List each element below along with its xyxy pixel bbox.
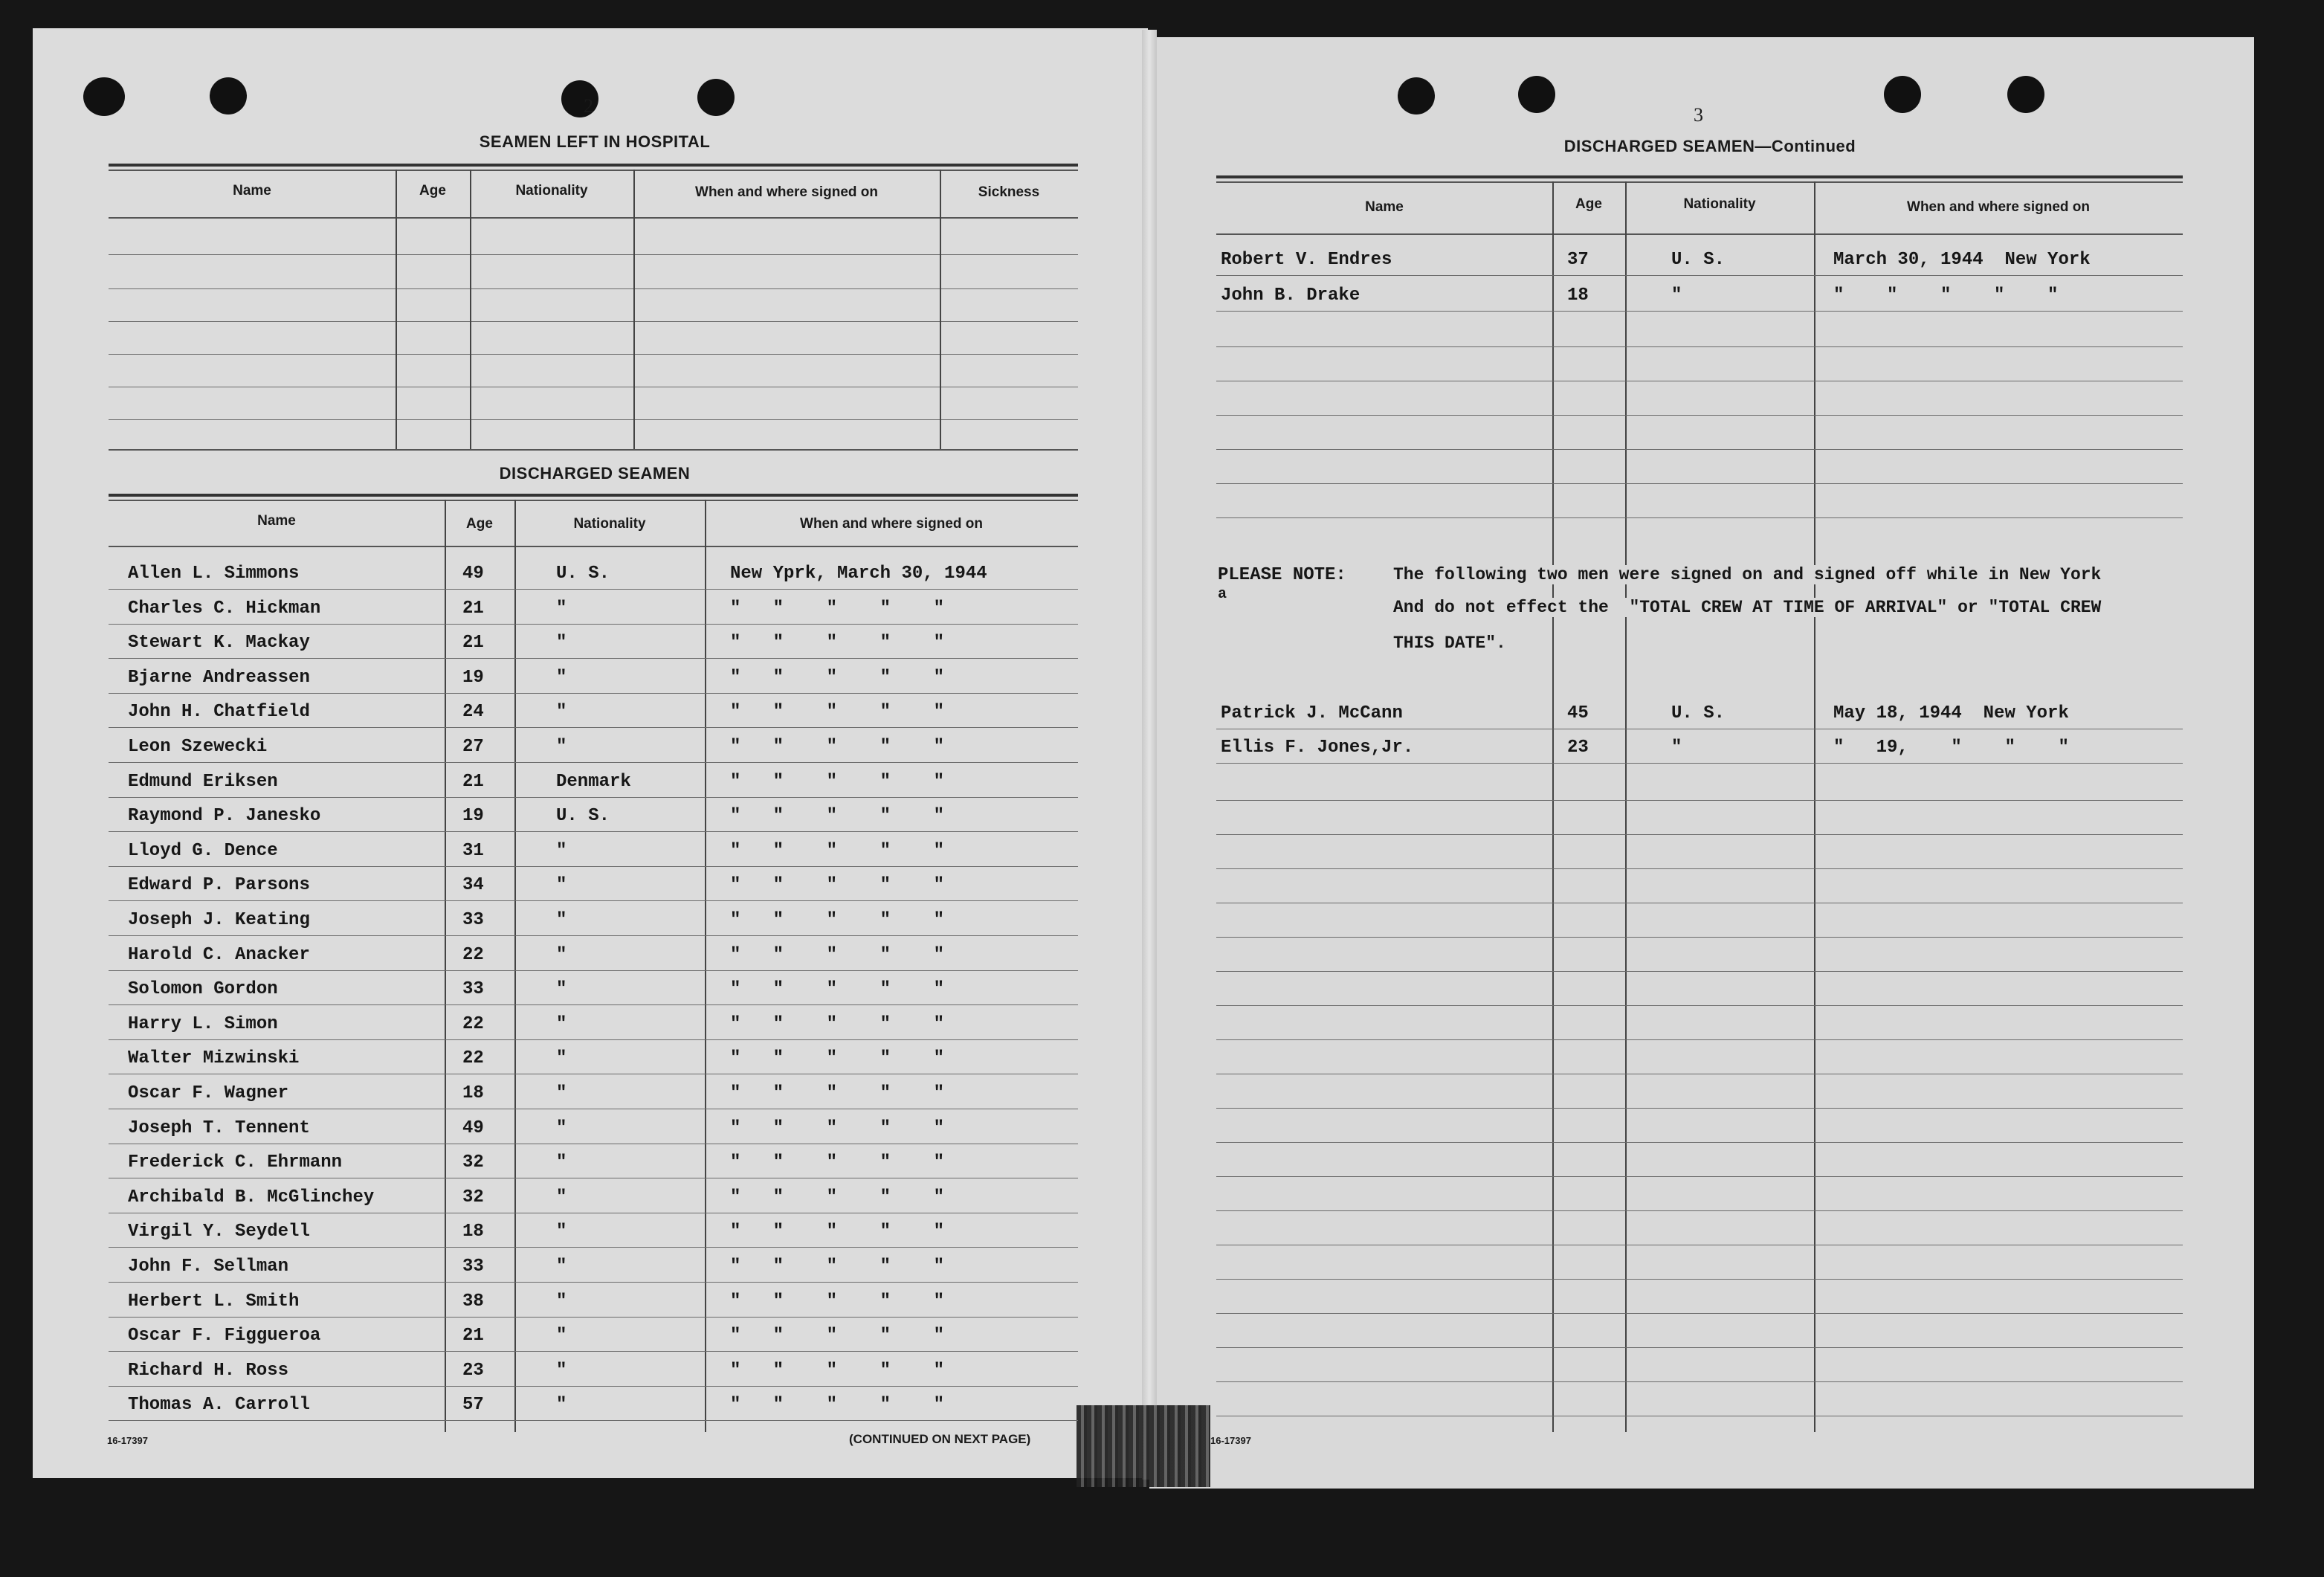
seaman-name: Joseph J. Keating: [128, 910, 310, 930]
table-row: [109, 941, 1078, 975]
table-row: [109, 1079, 1078, 1113]
seaman-signed-on: " " " " ": [730, 633, 945, 654]
seaman-nationality: ": [556, 1152, 567, 1173]
seaman-name: Herbert L. Smith: [128, 1291, 300, 1312]
table-row: [109, 1114, 1078, 1148]
table-row: [1216, 699, 2183, 733]
seaman-signed-on: " " " " ": [730, 806, 945, 827]
seaman-nationality: ": [556, 1326, 567, 1347]
table-row: [109, 559, 1078, 593]
page-number: 2: [584, 95, 593, 117]
seaman-name: Oscar F. Wagner: [128, 1083, 289, 1103]
seaman-signed-on: " " " " ": [730, 1013, 945, 1034]
seaman-age: 34: [462, 875, 484, 896]
seaman-signed-on: " " " " ": [730, 1118, 945, 1138]
hospital-section-title: SEAMEN LEFT IN HOSPITAL: [479, 132, 711, 151]
table-row: [109, 836, 1078, 871]
seaman-age: 22: [462, 1013, 484, 1034]
seaman-age: 21: [462, 771, 484, 792]
seaman-name: Oscar F. Figgueroa: [128, 1326, 321, 1347]
table-row: [109, 1287, 1078, 1321]
table-row: [109, 1390, 1078, 1425]
seaman-nationality: ": [556, 840, 567, 861]
seaman-name: Stewart K. Mackay: [128, 633, 310, 654]
seaman-signed-on: " " " " ": [730, 667, 945, 688]
seaman-name: Harold C. Anacker: [128, 944, 310, 965]
seaman-age: 45: [1567, 703, 1589, 723]
seaman-nationality: ": [556, 1118, 567, 1138]
table-row: [109, 906, 1078, 940]
seaman-name: Charles C. Hickman: [128, 598, 321, 619]
discharged-table: [109, 494, 1078, 1432]
note-marker: a: [1218, 586, 1227, 603]
punch-hole: [83, 77, 125, 116]
discharged-continued-title: DISCHARGED SEAMEN—Continued: [1563, 137, 1856, 155]
seaman-age: 18: [1567, 286, 1589, 306]
seaman-age: 21: [462, 1326, 484, 1347]
seaman-age: 49: [462, 564, 484, 584]
seaman-nationality: U. S.: [556, 806, 610, 827]
seaman-age: 18: [462, 1222, 484, 1242]
seaman-nationality: ": [1671, 738, 1682, 758]
page-number: 3: [1694, 104, 1703, 126]
table-row: [109, 1148, 1078, 1182]
seaman-signed-on: " 19, " " ": [1833, 738, 2069, 758]
seaman-name: Virgil Y. Seydell: [128, 1222, 310, 1242]
seaman-age: 33: [462, 979, 484, 1000]
punch-hole: [1884, 76, 1921, 113]
seaman-name: Lloyd G. Dence: [128, 840, 278, 861]
table-row: [109, 767, 1078, 802]
note-line-3: THIS DATE".: [1393, 633, 1506, 653]
binding-smudge: [1077, 1405, 1210, 1487]
seaman-age: 57: [462, 1395, 484, 1416]
column-header-nationality: Nationality: [573, 516, 646, 532]
seaman-nationality: ": [556, 1395, 567, 1416]
seaman-age: 23: [462, 1360, 484, 1381]
seaman-signed-on: " " " " ": [730, 1395, 945, 1416]
seaman-signed-on: " " " " ": [730, 1360, 945, 1381]
seaman-signed-on: " " " " ": [730, 875, 945, 896]
seaman-signed-on: " " " " ": [730, 944, 945, 965]
table-row: [1216, 245, 2183, 280]
table-row: [109, 1356, 1078, 1390]
punch-hole: [210, 77, 247, 115]
seaman-signed-on: " " " " ": [730, 702, 945, 723]
seaman-name: Edward P. Parsons: [128, 875, 310, 896]
seaman-name: Archibald B. McGlinchey: [128, 1187, 375, 1207]
seaman-age: 21: [462, 633, 484, 654]
column-header-signed-on: When and where signed on: [695, 184, 878, 200]
table-row: [109, 594, 1078, 628]
column-header-name: Name: [233, 183, 271, 199]
seaman-name: Leon Szewecki: [128, 737, 268, 757]
seaman-nationality: ": [556, 702, 567, 723]
form-code: 16-17397: [107, 1435, 148, 1446]
seaman-signed-on: " " " " ": [730, 1257, 945, 1277]
table-row: [1216, 733, 2183, 767]
seaman-signed-on: " " " " ": [730, 598, 945, 619]
table-row: [109, 697, 1078, 732]
seaman-age: 21: [462, 598, 484, 619]
column-header-name: Name: [257, 513, 296, 529]
table-row: [1216, 281, 2183, 315]
seaman-nationality: ": [556, 598, 567, 619]
seaman-name: John B. Drake: [1221, 286, 1360, 306]
table-row: [109, 871, 1078, 905]
seaman-name: Raymond P. Janesko: [128, 806, 321, 827]
seaman-signed-on: " " " " ": [730, 1152, 945, 1173]
continued-note: (CONTINUED ON NEXT PAGE): [849, 1432, 1031, 1446]
seaman-name: Ellis F. Jones,Jr.: [1221, 738, 1414, 758]
table-row: [109, 732, 1078, 767]
seaman-nationality: ": [556, 944, 567, 965]
seaman-age: 24: [462, 702, 484, 723]
seaman-age: 22: [462, 944, 484, 965]
seaman-nationality: ": [556, 667, 567, 688]
seaman-name: John H. Chatfield: [128, 702, 310, 723]
seaman-signed-on: " " " " ": [730, 1326, 945, 1347]
seaman-name: Thomas A. Carroll: [128, 1395, 310, 1416]
table-row: [109, 802, 1078, 836]
seaman-nationality: ": [556, 737, 567, 757]
seaman-name: Richard H. Ross: [128, 1360, 289, 1381]
column-header-nationality: Nationality: [515, 183, 588, 199]
table-row: [109, 1044, 1078, 1078]
seaman-signed-on: " " " " ": [730, 979, 945, 1000]
table-row: [109, 628, 1078, 662]
seaman-nationality: ": [556, 910, 567, 930]
column-header-age: Age: [1575, 196, 1602, 212]
seaman-nationality: ": [556, 633, 567, 654]
seaman-age: 22: [462, 1048, 484, 1069]
page-fold: [1142, 30, 1157, 1480]
seaman-age: 27: [462, 737, 484, 757]
seaman-nationality: ": [556, 1291, 567, 1312]
punch-hole: [2007, 76, 2044, 113]
note-line-2: And do not effect the "TOTAL CREW AT TIME OF ARRIVAL" or "TOTAL CREW: [1393, 598, 2102, 617]
seaman-signed-on: " " " " ": [1833, 286, 2059, 306]
table-row: [109, 1183, 1078, 1217]
seaman-signed-on: " " " " ": [730, 840, 945, 861]
table-row: [109, 1010, 1078, 1044]
seaman-name: Walter Mizwinski: [128, 1048, 300, 1069]
column-header-signed-on: When and where signed on: [1907, 199, 2090, 215]
seaman-signed-on: " " " " ": [730, 1083, 945, 1103]
column-header-name: Name: [1365, 199, 1404, 215]
seaman-nationality: ": [1671, 286, 1682, 306]
punch-hole: [697, 79, 735, 116]
seaman-signed-on: " " " " ": [730, 1291, 945, 1312]
seaman-nationality: U. S.: [1671, 250, 1726, 270]
seaman-nationality: ": [556, 1048, 567, 1069]
seaman-signed-on: " " " " ": [730, 1048, 945, 1069]
seaman-nationality: ": [556, 1083, 567, 1103]
seaman-nationality: ": [556, 1360, 567, 1381]
column-header-age: Age: [466, 516, 493, 532]
seaman-age: 32: [462, 1187, 484, 1207]
seaman-age: 38: [462, 1291, 484, 1312]
seaman-signed-on: " " " " ": [730, 771, 945, 792]
seaman-signed-on: March 30, 1944 New York: [1833, 250, 2091, 270]
seaman-age: 23: [1567, 738, 1589, 758]
seaman-name: Bjarne Andreassen: [128, 667, 310, 688]
hospital-table: [109, 164, 1078, 454]
seaman-name: Joseph T. Tennent: [128, 1118, 310, 1138]
seaman-name: Robert V. Endres: [1221, 250, 1392, 270]
seaman-signed-on: " " " " ": [730, 1222, 945, 1242]
seaman-name: Edmund Eriksen: [128, 771, 278, 792]
seaman-name: Solomon Gordon: [128, 979, 278, 1000]
form-code: 16-17397: [1210, 1435, 1251, 1446]
seaman-nationality: ": [556, 1187, 567, 1207]
discharged-continued-table: [1216, 175, 2183, 1432]
seaman-nationality: ": [556, 1222, 567, 1242]
seaman-nationality: ": [556, 875, 567, 896]
table-row: [109, 1321, 1078, 1355]
seaman-signed-on: " " " " ": [730, 737, 945, 757]
column-header-sickness: Sickness: [978, 184, 1040, 200]
seaman-age: 19: [462, 806, 484, 827]
punch-hole: [1398, 77, 1435, 115]
seaman-name: John F. Sellman: [128, 1257, 289, 1277]
seaman-age: 31: [462, 840, 484, 861]
seaman-nationality: Denmark: [556, 771, 631, 792]
seaman-name: Allen L. Simmons: [128, 564, 300, 584]
seaman-nationality: ": [556, 1013, 567, 1034]
seaman-signed-on: New Yprk, March 30, 1944: [730, 564, 987, 584]
table-row: [109, 1252, 1078, 1286]
seaman-age: 18: [462, 1083, 484, 1103]
column-header-age: Age: [419, 183, 446, 199]
column-header-signed-on: When and where signed on: [800, 516, 983, 532]
seaman-nationality: ": [556, 979, 567, 1000]
seaman-signed-on: " " " " ": [730, 1187, 945, 1207]
seaman-age: 33: [462, 910, 484, 930]
table-row: [109, 1217, 1078, 1251]
seaman-age: 37: [1567, 250, 1589, 270]
note-line-1: The following two men were signed on and signed off while in New York: [1393, 565, 2102, 584]
seaman-nationality: U. S.: [556, 564, 610, 584]
table-row: [109, 975, 1078, 1009]
seaman-signed-on: May 18, 1944 New York: [1833, 703, 2069, 723]
note-label: PLEASE NOTE:: [1218, 565, 1346, 585]
seaman-nationality: ": [556, 1257, 567, 1277]
seaman-name: Patrick J. McCann: [1221, 703, 1403, 723]
seaman-age: 19: [462, 667, 484, 688]
seaman-age: 32: [462, 1152, 484, 1173]
seaman-name: Frederick C. Ehrmann: [128, 1152, 343, 1173]
seaman-nationality: U. S.: [1671, 703, 1726, 723]
punch-hole: [1518, 76, 1555, 113]
seaman-age: 49: [462, 1118, 484, 1138]
table-row: [109, 663, 1078, 697]
seaman-name: Harry L. Simon: [128, 1013, 278, 1034]
discharged-section-title: DISCHARGED SEAMEN: [499, 464, 691, 483]
seaman-signed-on: " " " " ": [730, 910, 945, 930]
column-header-nationality: Nationality: [1683, 196, 1756, 212]
seaman-age: 33: [462, 1257, 484, 1277]
